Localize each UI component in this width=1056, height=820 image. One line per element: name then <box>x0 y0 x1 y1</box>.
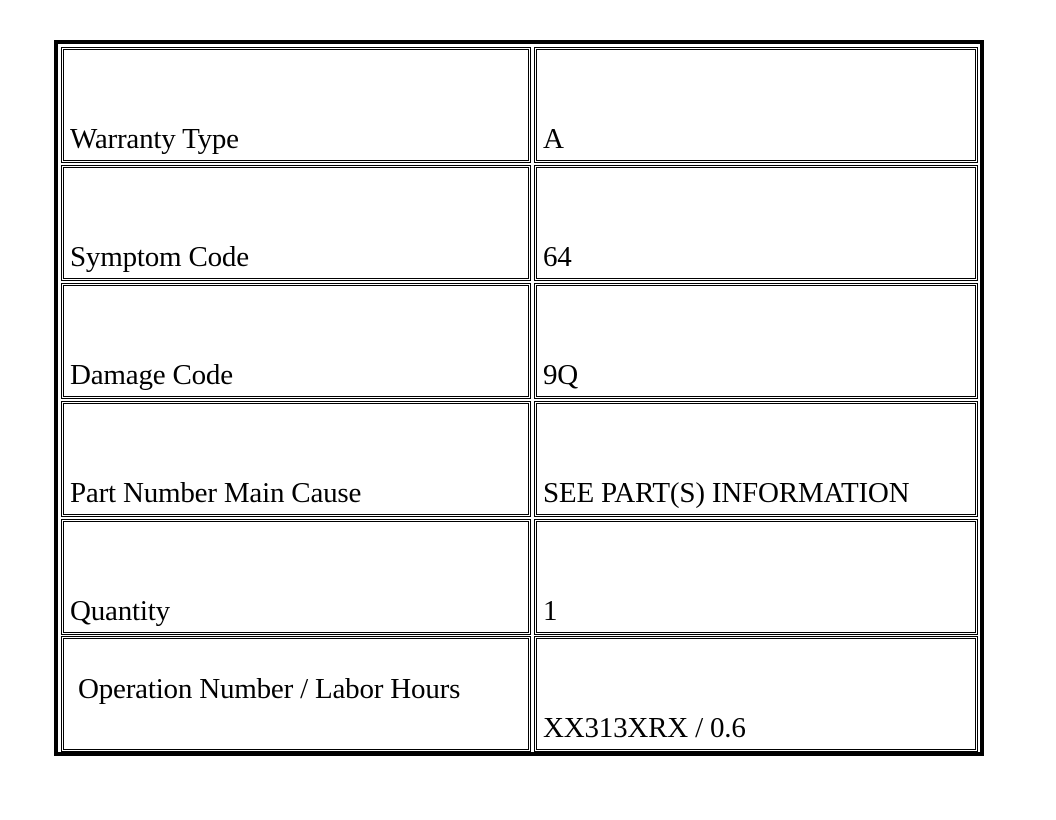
warranty-type-value: A <box>543 123 564 155</box>
part-number-main-cause-label: Part Number Main Cause <box>70 477 362 509</box>
symptom-code-label: Symptom Code <box>70 241 249 273</box>
value-cell <box>534 636 978 752</box>
damage-code-value: 9Q <box>543 359 579 391</box>
warranty-type-label: Warranty Type <box>70 123 239 155</box>
operation-number-labor-hours-value: XX313XRX / 0.6 <box>543 712 746 744</box>
label-cell <box>61 401 531 517</box>
quantity-value: 1 <box>543 595 558 627</box>
label-cell <box>61 283 531 399</box>
label-cell <box>61 519 531 635</box>
value-cell <box>534 165 978 281</box>
value-cell <box>534 283 978 399</box>
operation-number-labor-hours-label: Operation Number / Labor Hours <box>78 673 461 705</box>
label-cell <box>61 636 531 752</box>
part-number-main-cause-value: SEE PART(S) INFORMATION <box>543 477 910 509</box>
damage-code-label: Damage Code <box>70 359 233 391</box>
value-cell <box>534 47 978 163</box>
value-cell <box>534 519 978 635</box>
symptom-code-value: 64 <box>543 241 572 273</box>
value-cell <box>534 401 978 517</box>
label-cell <box>61 165 531 281</box>
label-cell <box>61 47 531 163</box>
quantity-label: Quantity <box>70 595 170 627</box>
warranty-table <box>54 40 984 756</box>
